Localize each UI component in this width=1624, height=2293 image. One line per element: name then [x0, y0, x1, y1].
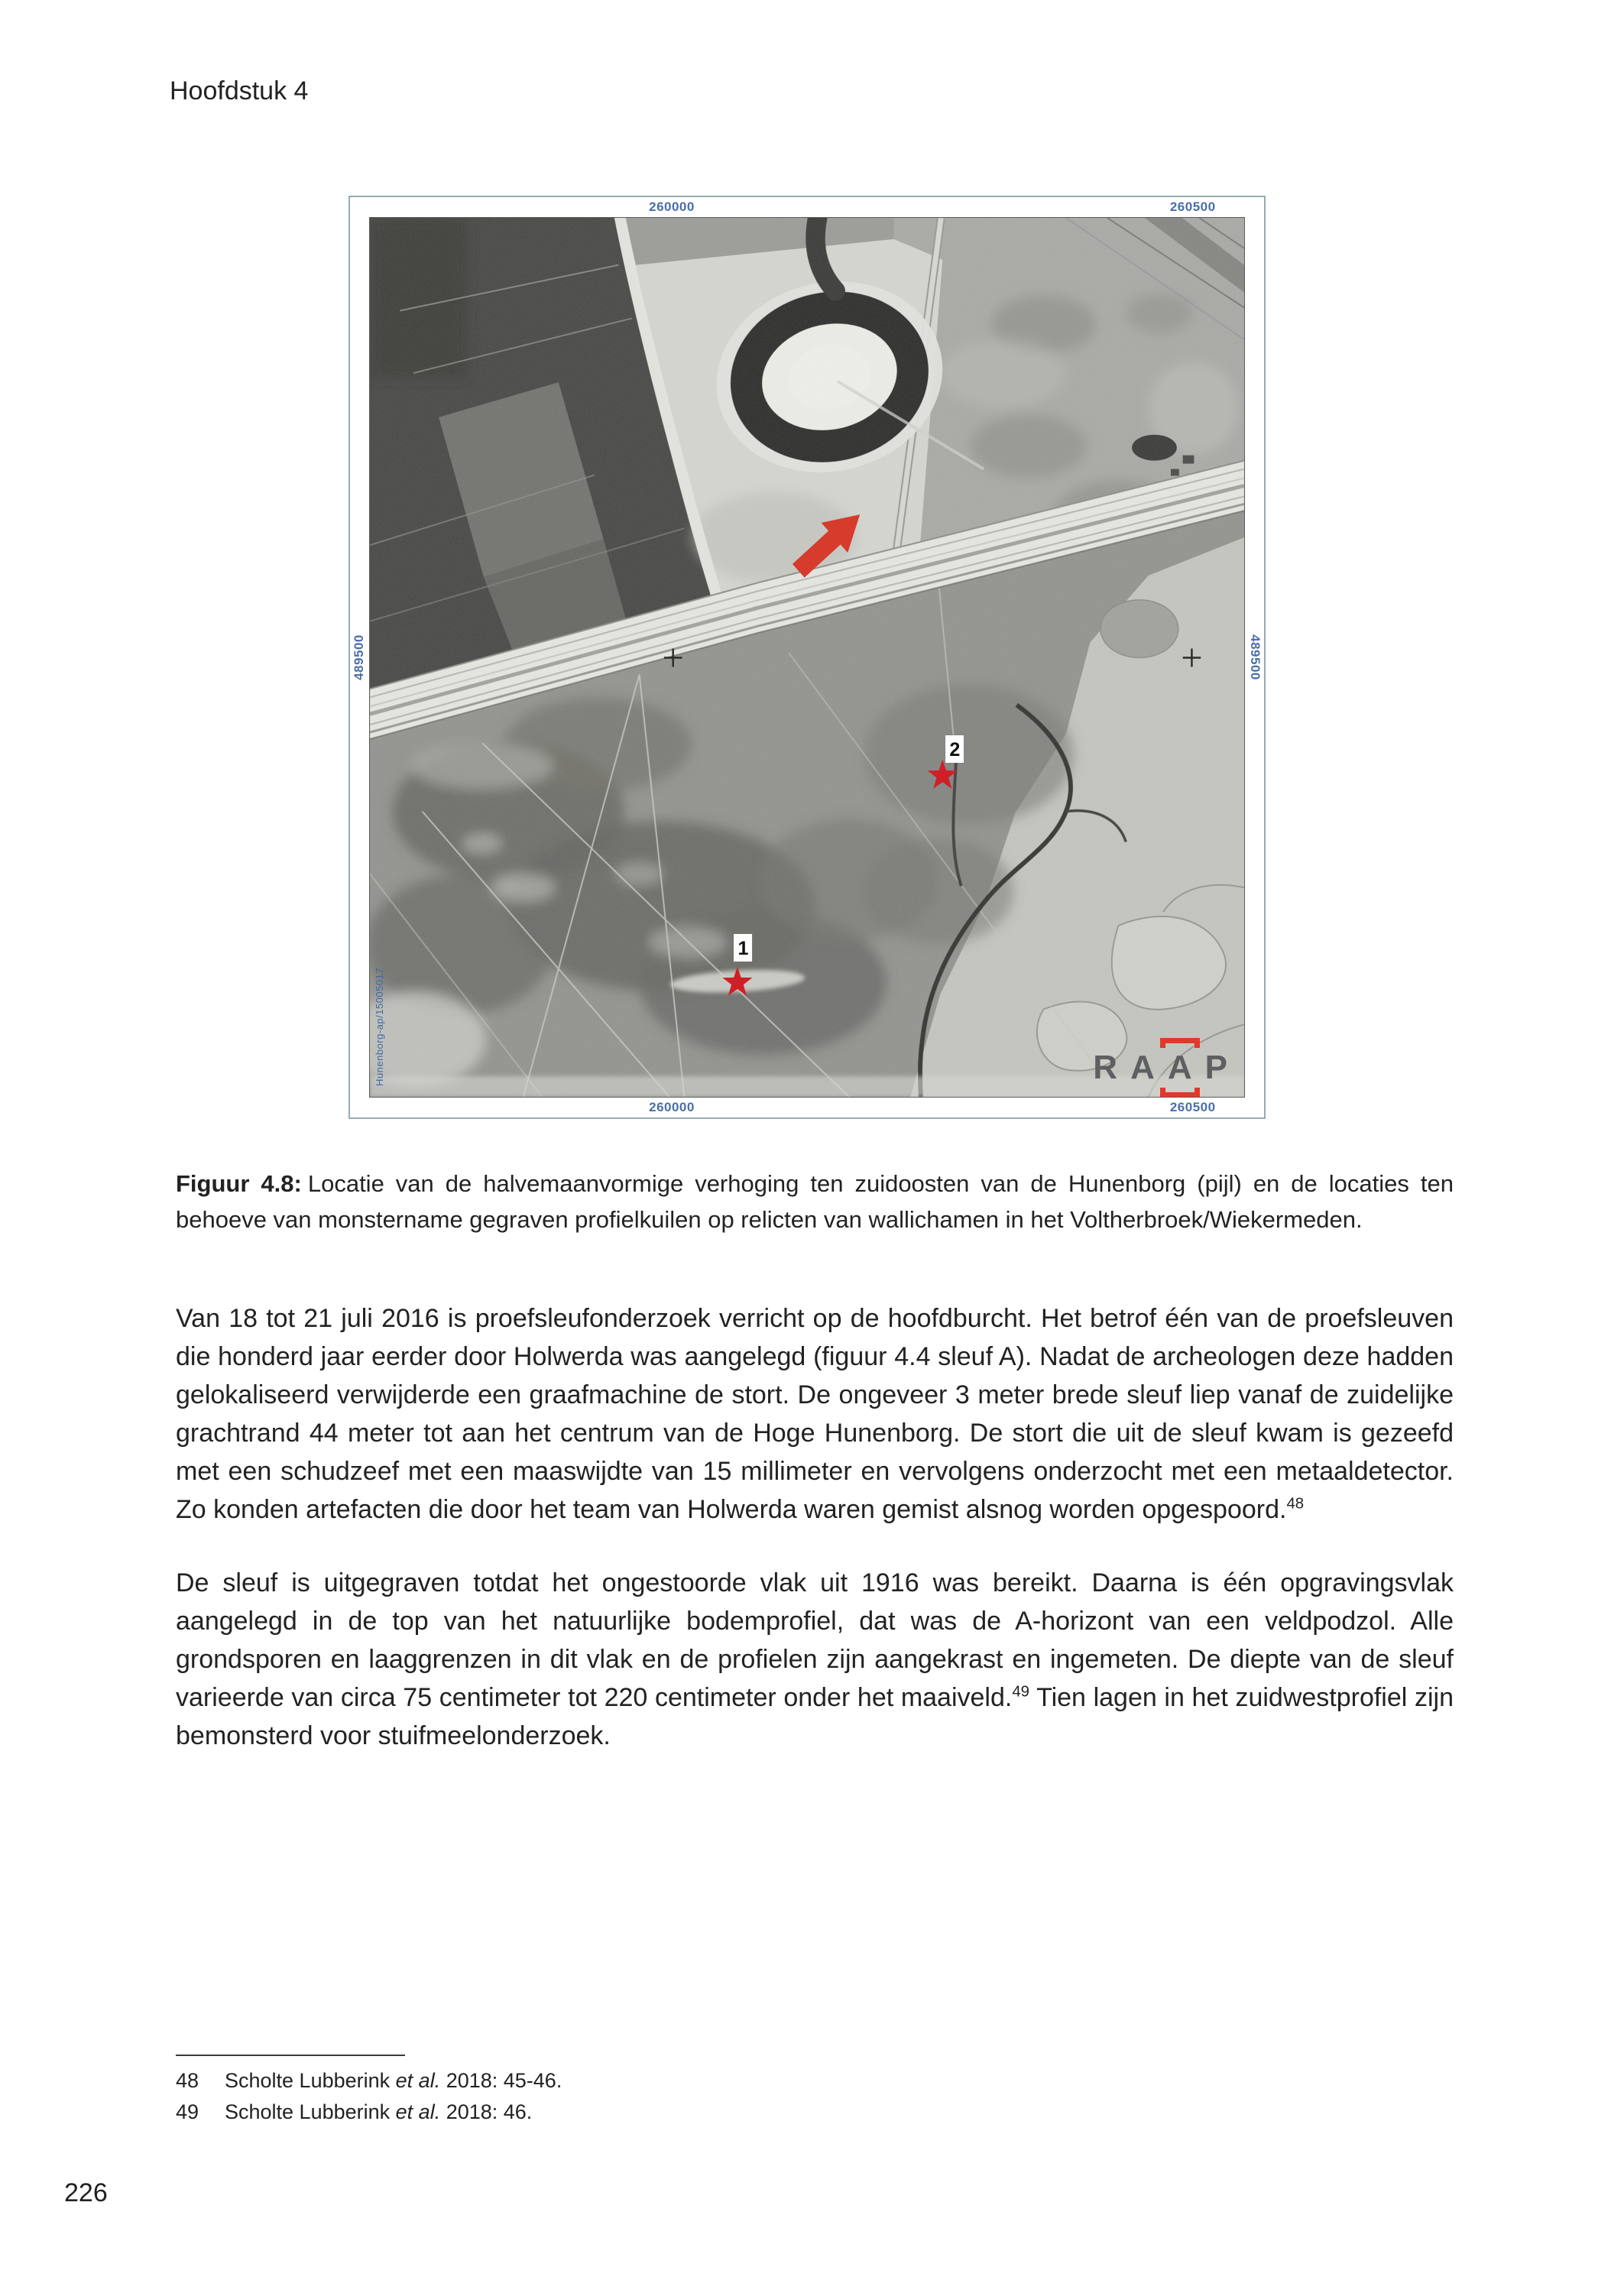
- figure-caption: [176, 1166, 1454, 1237]
- paragraph-2-text-b: Tien lagen in het zuidwestprofiel zijn bemonsterd voor stuifmeelonderzoek.: [176, 1683, 1454, 1750]
- coordinate-label-bottom-left: 260000: [649, 1100, 695, 1114]
- footnote-number: 48: [176, 2069, 199, 2092]
- figure-caption-lead: Figuur 4.8:: [176, 1170, 302, 1197]
- paragraph-1: [176, 1299, 1454, 1529]
- credit-text: Hunenborg-ap/15005017: [374, 967, 385, 1086]
- body-text: [176, 1299, 1454, 1790]
- footnote-ref-48: 48: [1286, 1495, 1305, 1513]
- figure-4-8-map: [348, 196, 1266, 1119]
- paragraph-1-text: Van 18 tot 21 juli 2016 is proefsleufonderzoek verricht op de hoofdburcht. Het betrof één van de proefsleuven die honderd jaar eerder door Holwerda was aangelegd (figuur 4.4 sleuf A). Nadat de archeologen deze hadden gelokaliseerd verwijderde een graafmachine de stort. De ongeveer 3 meter brede sleuf liep vanaf de zuidelijke grachtrand 44 meter tot aan het centrum van de Hoge Hunenborg. De stort die uit de sleuf kwam is gezeefd met een schudzeef met een maaswijdte van 15 millimeter en vervolgens onderzocht met een metaaldetector. Zo konden artefacten die door het team van Holwerda waren gemist alsnog worden opgespoord.: [176, 1304, 1454, 1524]
- coordinate-label-left: 489500: [352, 634, 366, 680]
- footnote-text: Scholte Lubberink et al. 2018: 46.: [225, 2100, 533, 2123]
- footnotes: [176, 2055, 1016, 2128]
- coordinate-label-right: 489500: [1248, 634, 1263, 680]
- photo-grain: [370, 218, 1244, 1097]
- logo-bracket-top: [1160, 1038, 1200, 1048]
- paragraph-2: [176, 1564, 1454, 1755]
- footnote-text: Scholte Lubberink et al. 2018: 45-46.: [225, 2069, 562, 2092]
- raap-logo-letter-framed: A: [1168, 1051, 1192, 1085]
- aerial-photo-scene: [370, 218, 1244, 1097]
- footnote-ref-49: 49: [1012, 1683, 1030, 1701]
- page-number: 226: [64, 2178, 108, 2207]
- raap-logo-letter: A: [1130, 1049, 1155, 1086]
- aerial-photo: [369, 217, 1245, 1098]
- footnote-number: 49: [176, 2100, 199, 2123]
- coordinate-label-top-right: 260500: [1169, 199, 1216, 214]
- logo-bracket-bottom: [1160, 1088, 1200, 1098]
- marker-label-2: 2: [945, 735, 964, 763]
- raap-logo: [1093, 1051, 1227, 1085]
- figure-caption-text: Locatie van de halvemaanvormige verhoging ten zuidoosten van de Hunenborg (pijl) en de locaties ten behoeve van monstername gegraven profielkuilen op relicten van wallichamen in het Voltherbroek/Wiekermeden.: [176, 1170, 1454, 1233]
- footnote-48: [176, 2065, 1016, 2097]
- coordinate-label-top-left: 260000: [649, 199, 695, 214]
- paragraph-2-text-a: De sleuf is uitgegraven totdat het ongestoorde vlak uit 1916 was bereikt. Daarna is één opgravingsvlak aangelegd in de top van het natuurlijke bodemprofiel, dat was de A-horizont van een veldpodzol. Alle grondsporen en laaggrenzen in dit vlak en de profielen zijn aangekrast en ingemeten. De diepte van de sleuf varieerde van circa 75 centimeter tot 220 centimeter onder het maaiveld.: [176, 1568, 1454, 1712]
- raap-logo-letter: R: [1093, 1049, 1118, 1086]
- footnote-49: [176, 2097, 1016, 2128]
- coordinate-label-bottom-right: 260500: [1169, 1100, 1216, 1114]
- chapter-header: Hoofdstuk 4: [170, 76, 309, 105]
- marker-label-1: 1: [734, 934, 753, 962]
- raap-logo-letter: P: [1204, 1049, 1227, 1086]
- footnote-rule: [176, 2055, 405, 2056]
